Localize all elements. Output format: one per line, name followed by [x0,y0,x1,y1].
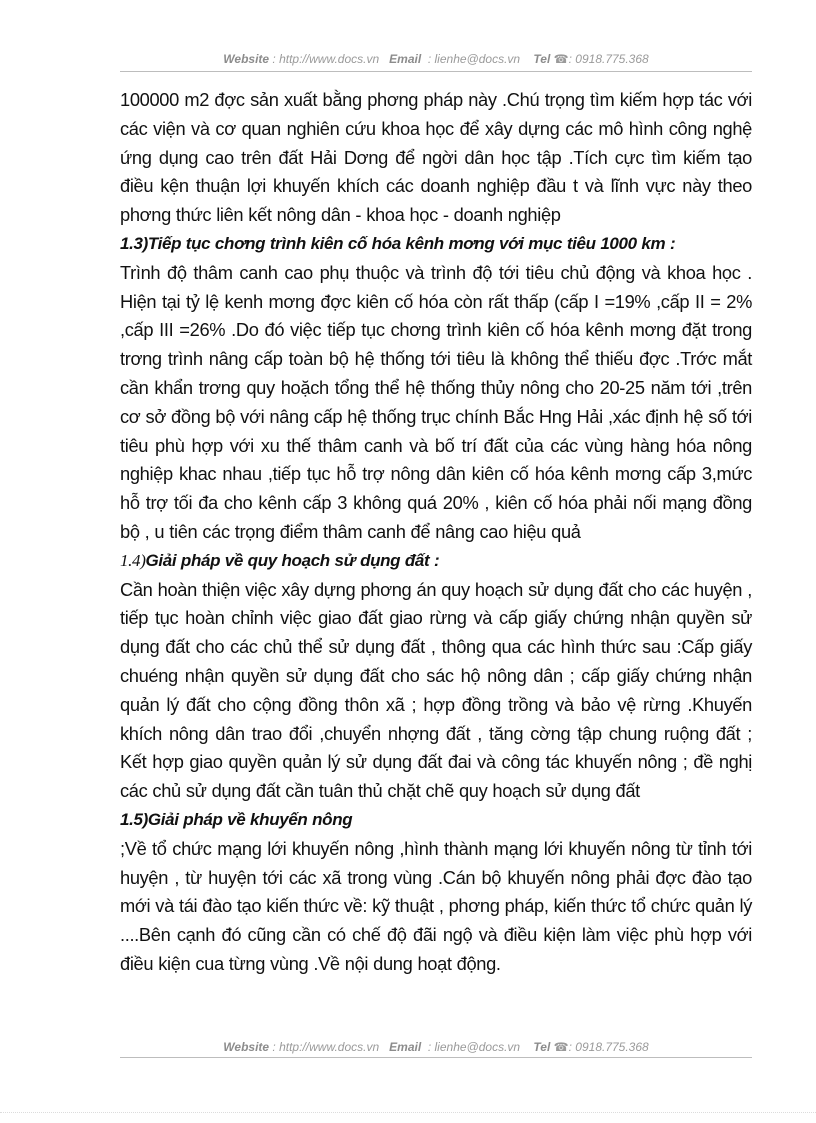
paragraph-land-use: Cần hoàn thiện việc xây dựng phơng án quy hoạch sử dụng đất cho các huyện , tiếp tục hoàn chỉnh việc giao đất giao rừng và cấp giấy chứng nhận quyền sử dụng đất cho các chủ thể sử dụng đất , thông qua các hình thức sau :Cấp giấy chuéng nhận quyền sử dụng đất cho sác hộ nông dân ; cấp giấy chứng nhận quản lý đất cho cộng đồng thôn xã ; hợp đồng trồng và bảo vệ rừng .Khuyến khích nông dân trao đổi ,chuyển nhợng đất , tăng cờng tập chung ruộng đất ; Kết hợp giao quyền quản lý sử dụng đất đai và công tác khuyến nông ; đề nghị các chủ sử dụng đất cần tuân thủ chặt chẽ quy hoạch sử dụng đất [120,578,752,802]
header-email-label: Email [389,52,422,66]
paragraph-intro: 100000 m2 đợc sản xuất bằng phơng pháp này .Chú trọng tìm kiếm hợp tác với các viện và cơ quan nghiên cứu khoa học để xây dựng các mô hình công nghệ ứng dụng cao trên đất Hải Dơng để ngời dân học tập .Tích cực tìm kiếm tạo điều kện thuận lợi khuyến khích các doanh nghiệp đầu t và lĩnh vực này theo phơng thức liên kết nông dân - khoa học - doanh nghiệp [120,89,752,226]
footer-tel-label: Tel [533,1040,551,1054]
page-footer [120,1040,752,1054]
phone-icon: ☎ [553,52,569,66]
header-website-url[interactable]: : http://www.docs.vn [272,52,380,66]
paragraph-irrigation: Trình độ thâm canh cao phụ thuộc và trình độ tới tiêu chủ động và khoa học . Hiện tại tỷ lệ kenh mơng đợc kiên cố hóa còn rất thấp (cấp I =19% ,cấp II = 2% ,cấp III =26% .Do đó việc tiếp tục chơng trình kiên cố hóa kênh mơng đặt trong trơng trình nâng cấp toàn bộ hệ thống tới tiêu là không thể thiếu đợc .Trớc mắt cần khẩn trơng quy hoặch tổng thể hệ thống thủy nông cho 20-25 năm tới ,trên cơ sở đồng bộ với nâng cấp hệ thống trục chính Bắc Hng Hải ,xác định hệ số tới tiêu phù hợp với xu thế thâm canh và bố trí đất của các vùng hàng hóa nông nghiệp khac nhau ,tiếp tục hỗ trợ nông dân kiên cố hóa kênh mơng cấp 3,mức hỗ trợ tối đa cho kênh cấp 3 không quá 20% , kiên cố hóa phải nối mạng đồng bộ , u tiên các trọng điểm thâm canh để nâng cao hiệu quả [120,261,752,542]
header-tel-label: Tel [533,52,551,66]
section-number-1-4: 1.4) [120,550,146,570]
section-heading-1-3: 1.3)Tiếp tục chơng trình kiên cố hóa kênh mơng với mục tiêu 1000 km : [120,233,676,253]
page-header [120,52,752,66]
footer-website-label: Website [223,1040,270,1054]
header-divider [120,71,752,72]
page-edge-divider [0,1112,816,1113]
phone-icon: ☎ [553,1040,569,1054]
document-body [120,86,752,979]
header-email-address[interactable]: : lienhe@docs.vn [427,52,521,66]
section-title-1-4: Giải pháp về quy hoạch sử dụng đất : [145,550,440,570]
header-website-label: Website [223,52,270,66]
section-heading-1-4 [120,547,752,576]
section-heading-1-5: 1.5)Giải pháp về khuyến nông [120,809,353,829]
footer-email-address[interactable]: : lienhe@docs.vn [427,1040,521,1054]
footer-tel-number: : 0918.775.368 [568,1040,649,1054]
header-tel-number: : 0918.775.368 [568,52,649,66]
paragraph-extension: ;Về tổ chức mạng lới khuyến nông ,hình thành mạng lới khuyến nông từ tỉnh tới huyện , từ huyện tới các xã trong vùng .Cán bộ khuyến nông phải đợc đào tạo mới và tái đào tạo kiến thức về: kỹ thuật , phơng pháp, kiến thức tổ chức quản lý ....Bên cạnh đó cũng cần có chế độ đãi ngộ và điều kiện làm việc phù hợp với điều kiện cua từng vùng .Về nội dung hoạt động. [120,837,752,974]
footer-divider [120,1057,752,1058]
footer-website-url[interactable]: : http://www.docs.vn [272,1040,380,1054]
footer-email-label: Email [389,1040,422,1054]
